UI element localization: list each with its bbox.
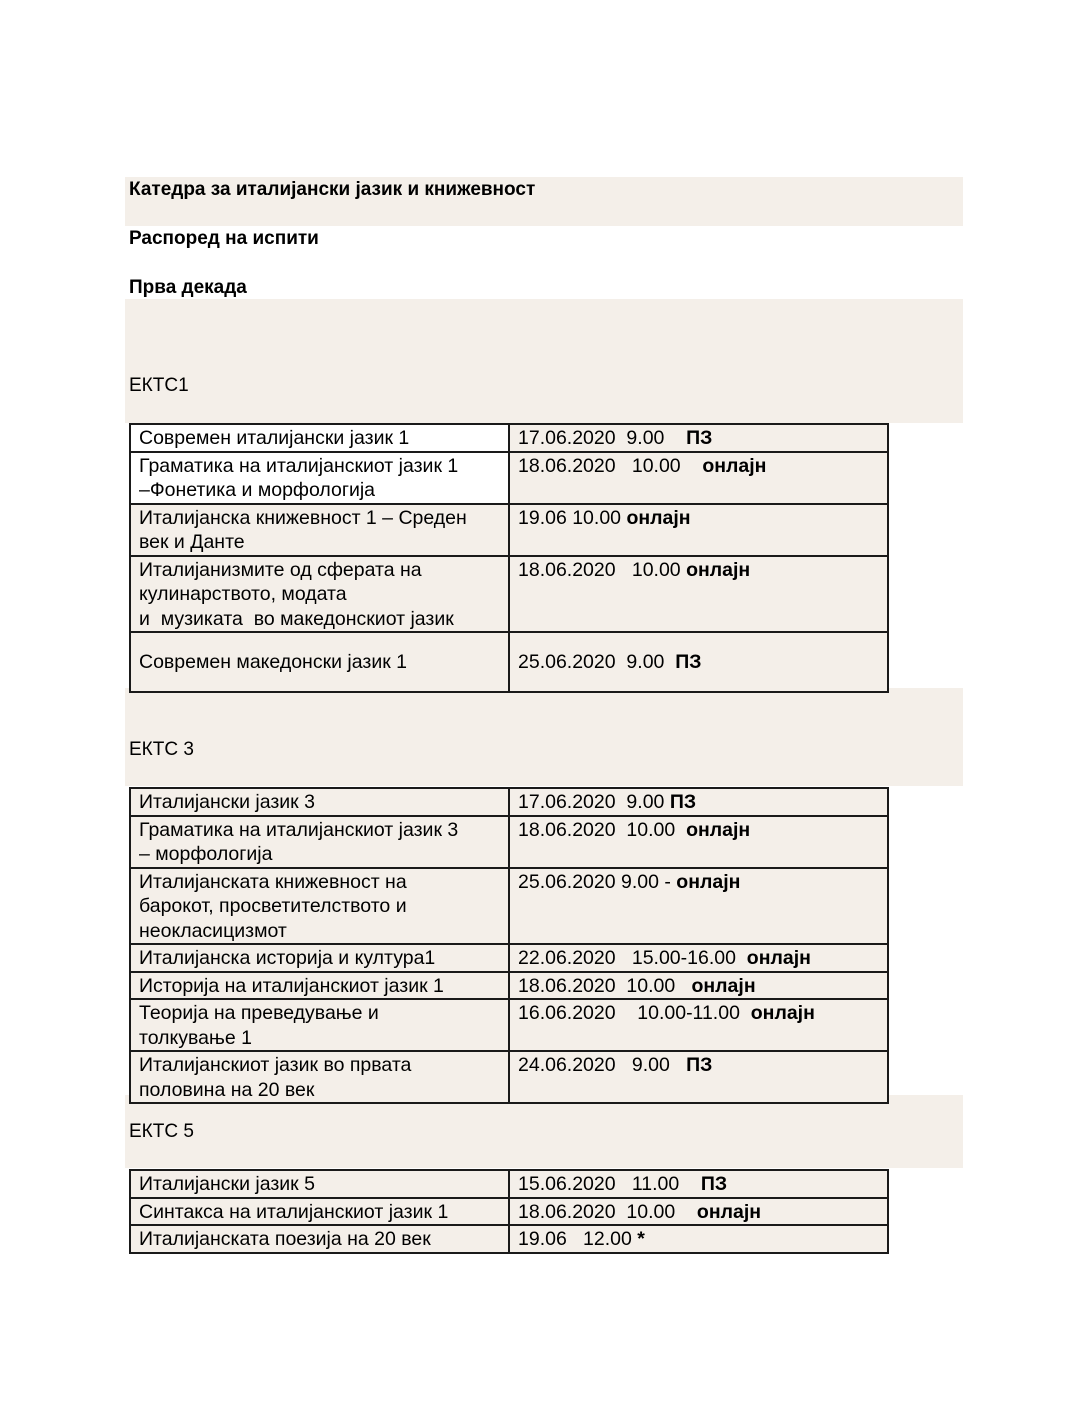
exam-mode: * — [637, 1228, 645, 1250]
schedule-table-ects1 — [129, 423, 889, 693]
exam-mode: ПЗ — [700, 1173, 728, 1195]
exam-time: 19.06 10.00 онлајн — [509, 504, 888, 556]
table-row — [130, 632, 888, 692]
exam-mode: ПЗ — [675, 651, 702, 674]
table-row — [130, 504, 888, 556]
table-row — [130, 788, 888, 816]
table-row — [130, 972, 888, 1000]
table-row — [130, 944, 888, 972]
section-label: ЕКТС 5 — [129, 1121, 194, 1142]
course-name: Граматика на италијанскиот јазик 3 – морфологија — [130, 816, 509, 868]
exam-time: 17.06.2020 9.00 ПЗ — [509, 788, 888, 816]
exam-mode: онлајн — [696, 1200, 762, 1223]
exam-time: 25.06.2020 9.00 ПЗ — [509, 632, 888, 692]
course-name: Италијанскиот јазик во првата половина на 20 век — [130, 1051, 509, 1103]
exam-time: 17.06.2020 9.00 ПЗ — [509, 424, 888, 452]
table-row — [130, 999, 888, 1051]
section-label: ЕКТС1 — [129, 375, 189, 396]
exam-time: 24.06.2020 9.00 ПЗ — [509, 1051, 888, 1103]
exam-time: 15.06.2020 11.00 ПЗ — [509, 1170, 888, 1198]
course-name: Историја на италијанскиот јазик 1 — [130, 972, 509, 1000]
table-row — [130, 1225, 888, 1253]
table-row — [130, 816, 888, 868]
course-name: Италијански јазик 3 — [130, 788, 509, 816]
section-label: ЕКТС 3 — [129, 739, 194, 760]
exam-mode: онлајн — [750, 1002, 815, 1024]
exam-mode: онлајн — [676, 870, 741, 893]
table-row — [130, 452, 888, 504]
table-row — [130, 556, 888, 633]
table-row — [130, 1051, 888, 1103]
course-name: Италијанизмите од сферата на кулинарството, модата и музиката во македонскиот јазик — [130, 556, 509, 633]
exam-time: 18.06.2020 10.00 онлајн — [509, 452, 888, 504]
exam-mode: ПЗ — [686, 427, 713, 449]
exam-mode: ПЗ — [669, 791, 697, 813]
exam-time: 18.06.2020 10.00 онлајн — [509, 816, 888, 868]
table-row — [130, 868, 888, 945]
exam-mode: онлајн — [702, 454, 767, 477]
section-band-1 — [125, 299, 963, 423]
course-name: Италијанската книжевност на барокот, просветителството и неокласицизмот — [130, 868, 509, 945]
exam-mode: онлајн — [746, 947, 811, 969]
exam-time: 19.06 12.00 * — [509, 1225, 888, 1253]
exam-time: 22.06.2020 15.00-16.00 онлајн — [509, 944, 888, 972]
exam-mode: онлајн — [626, 506, 691, 529]
exam-time: 18.06.2020 10.00 онлајн — [509, 1198, 888, 1226]
department-title: Катедра за италијански јазик и книжевност — [129, 179, 536, 200]
course-name: Италијанската поезија на 20 век — [130, 1225, 509, 1253]
decade-title: Прва декада — [129, 277, 247, 298]
table-row — [130, 1170, 888, 1198]
course-name: Современ македонски јазик 1 — [130, 632, 509, 692]
exam-mode: онлајн — [686, 558, 751, 581]
table-row — [130, 424, 888, 452]
exam-time: 18.06.2020 10.00 онлајн — [509, 972, 888, 1000]
exam-time: 25.06.2020 9.00 - онлајн — [509, 868, 888, 945]
exam-time: 18.06.2020 10.00 онлајн — [509, 556, 888, 633]
exam-mode: онлајн — [686, 818, 751, 841]
schedule-table-ects3 — [129, 787, 889, 1104]
exam-time: 16.06.2020 10.00-11.00 онлајн — [509, 999, 888, 1051]
schedule-table-ects5 — [129, 1169, 889, 1254]
course-name: Италијанска книжевност 1 – Среден век и Данте — [130, 504, 509, 556]
exam-mode: онлајн — [691, 974, 756, 997]
course-name: Современ италијански јазик 1 — [130, 424, 509, 452]
section-band-3 — [125, 688, 963, 786]
course-name: Синтакса на италијанскиот јазик 1 — [130, 1198, 509, 1226]
course-name: Италијански јазик 5 — [130, 1170, 509, 1198]
table-row — [130, 1198, 888, 1226]
course-name: Италијанска историја и култура1 — [130, 944, 509, 972]
course-name: Граматика на италијанскиот јазик 1 –Фонетика и морфологија — [130, 452, 509, 504]
section-band-5 — [125, 1095, 963, 1168]
exam-mode: ПЗ — [686, 1054, 713, 1076]
course-name: Теорија на преведување и толкување 1 — [130, 999, 509, 1051]
schedule-title: Распоред на испити — [129, 228, 319, 249]
